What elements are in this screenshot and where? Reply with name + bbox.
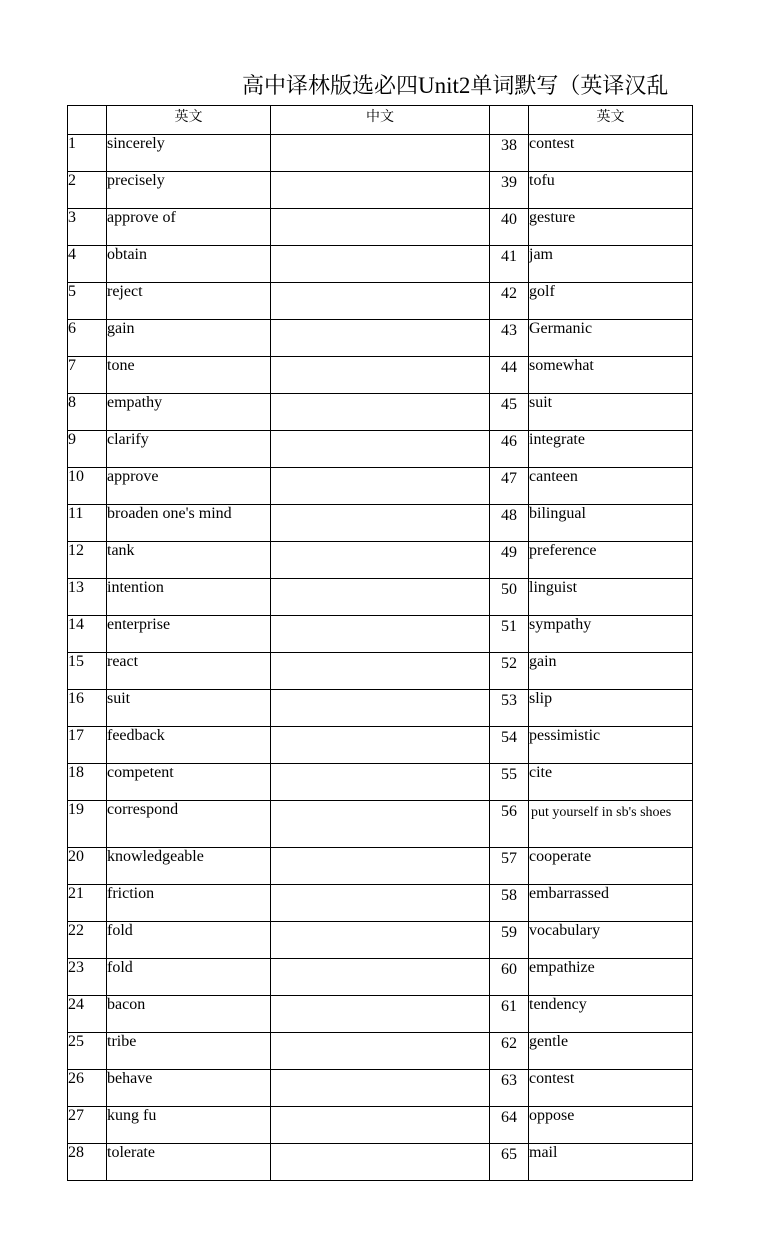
chinese-answer-cell[interactable] [271,1033,490,1070]
title-cjk-part-b: 单词默写（英译汉乱 [470,74,669,99]
english-word-right: put yourself in sb's shoes [529,801,693,848]
row-number-right: 56 [490,801,529,848]
row-number-right: 42 [490,283,529,320]
row-number-right: 64 [490,1107,529,1144]
row-number-right: 38 [490,135,529,172]
page-title [242,66,668,106]
row-number-left: 9 [68,431,107,468]
english-word-left: behave [107,1070,271,1107]
chinese-answer-cell[interactable] [271,209,490,246]
english-word-right: preference [529,542,693,579]
row-number-right: 45 [490,394,529,431]
row-number-left: 2 [68,172,107,209]
title-cjk-part-a: 高中译林版选必四 [242,74,419,99]
english-word-right: embarrassed [529,885,693,922]
english-word-right: Germanic [529,320,693,357]
english-word-left: broaden one's mind [107,505,271,542]
chinese-answer-cell[interactable] [271,727,490,764]
row-number-left: 23 [68,959,107,996]
row-number-right: 51 [490,616,529,653]
chinese-answer-cell[interactable] [271,959,490,996]
row-number-left: 19 [68,801,107,848]
title-unit: Unit2 [418,73,471,98]
table-row [68,727,693,764]
row-number-right: 58 [490,885,529,922]
english-word-left: clarify [107,431,271,468]
english-word-left: correspond [107,801,271,848]
row-number-left: 20 [68,848,107,885]
row-number-left: 6 [68,320,107,357]
chinese-answer-cell[interactable] [271,357,490,394]
english-word-right: tendency [529,996,693,1033]
chinese-answer-cell[interactable] [271,135,490,172]
english-word-right: contest [529,1070,693,1107]
english-word-right: empathize [529,959,693,996]
row-number-right: 47 [490,468,529,505]
row-number-left: 28 [68,1144,107,1181]
vocab-table [67,105,693,1181]
english-word-left: enterprise [107,616,271,653]
english-word-left: feedback [107,727,271,764]
table-row [68,1070,693,1107]
english-word-left: knowledgeable [107,848,271,885]
chinese-answer-cell[interactable] [271,690,490,727]
english-word-right: oppose [529,1107,693,1144]
chinese-answer-cell[interactable] [271,468,490,505]
table-row [68,542,693,579]
row-number-right: 43 [490,320,529,357]
table-row [68,653,693,690]
english-word-left: competent [107,764,271,801]
row-number-left: 7 [68,357,107,394]
row-number-right: 52 [490,653,529,690]
row-number-left: 16 [68,690,107,727]
chinese-answer-cell[interactable] [271,320,490,357]
chinese-answer-cell[interactable] [271,542,490,579]
chinese-answer-cell[interactable] [271,801,490,848]
row-number-right: 50 [490,579,529,616]
english-word-right: cite [529,764,693,801]
row-number-left: 26 [68,1070,107,1107]
english-word-right: gentle [529,1033,693,1070]
table-row [68,616,693,653]
row-number-right: 54 [490,727,529,764]
row-number-right: 57 [490,848,529,885]
chinese-answer-cell[interactable] [271,922,490,959]
english-word-left: fold [107,959,271,996]
row-number-right: 39 [490,172,529,209]
row-number-right: 61 [490,996,529,1033]
english-word-right: vocabulary [529,922,693,959]
header-num-right [490,106,529,135]
chinese-answer-cell[interactable] [271,394,490,431]
row-number-left: 25 [68,1033,107,1070]
row-number-left: 14 [68,616,107,653]
table-row [68,801,693,848]
row-number-left: 4 [68,246,107,283]
table-row [68,690,693,727]
english-word-left: tribe [107,1033,271,1070]
english-word-right: gain [529,653,693,690]
table-row [68,135,693,172]
english-word-right: tofu [529,172,693,209]
row-number-right: 40 [490,209,529,246]
table-row [68,246,693,283]
english-word-left: tolerate [107,1144,271,1181]
chinese-answer-cell[interactable] [271,1144,490,1181]
table-row [68,1033,693,1070]
row-number-right: 41 [490,246,529,283]
english-word-right: golf [529,283,693,320]
english-word-right: canteen [529,468,693,505]
table-row [68,394,693,431]
english-word-left: precisely [107,172,271,209]
english-word-right: mail [529,1144,693,1181]
english-word-right: pessimistic [529,727,693,764]
title-clip [68,66,693,106]
row-number-right: 44 [490,357,529,394]
english-word-right: bilingual [529,505,693,542]
english-word-right: somewhat [529,357,693,394]
english-word-left: fold [107,922,271,959]
table-row [68,209,693,246]
table-row [68,320,693,357]
header-num-left [68,106,107,135]
row-number-right: 62 [490,1033,529,1070]
english-word-right: cooperate [529,848,693,885]
chinese-answer-cell[interactable] [271,848,490,885]
english-word-right: jam [529,246,693,283]
row-number-left: 1 [68,135,107,172]
chinese-answer-cell[interactable] [271,1107,490,1144]
row-number-left: 24 [68,996,107,1033]
chinese-answer-cell[interactable] [271,172,490,209]
table-row [68,922,693,959]
table-row [68,283,693,320]
table-row [68,357,693,394]
english-word-right: slip [529,690,693,727]
english-word-right: linguist [529,579,693,616]
table-row [68,579,693,616]
english-word-right: gesture [529,209,693,246]
header-en-left: 英文 [107,106,271,135]
row-number-right: 53 [490,690,529,727]
row-number-left: 17 [68,727,107,764]
table-row [68,848,693,885]
english-word-left: suit [107,690,271,727]
row-number-left: 22 [68,922,107,959]
row-number-left: 15 [68,653,107,690]
english-word-left: tank [107,542,271,579]
table-row [68,959,693,996]
chinese-answer-cell[interactable] [271,431,490,468]
table-row [68,172,693,209]
table-row [68,996,693,1033]
english-word-right: suit [529,394,693,431]
english-word-right: contest [529,135,693,172]
english-word-right: sympathy [529,616,693,653]
row-number-left: 12 [68,542,107,579]
english-word-left: friction [107,885,271,922]
row-number-left: 8 [68,394,107,431]
row-number-left: 5 [68,283,107,320]
header-en-right: 英文 [529,106,693,135]
english-word-left: obtain [107,246,271,283]
english-word-left: kung fu [107,1107,271,1144]
row-number-left: 10 [68,468,107,505]
chinese-answer-cell[interactable] [271,579,490,616]
row-number-left: 13 [68,579,107,616]
row-number-left: 11 [68,505,107,542]
row-number-right: 49 [490,542,529,579]
row-number-left: 3 [68,209,107,246]
table-row [68,431,693,468]
chinese-answer-cell[interactable] [271,246,490,283]
header-cn-left: 中文 [271,106,490,135]
row-number-left: 21 [68,885,107,922]
english-word-left: intention [107,579,271,616]
chinese-answer-cell[interactable] [271,885,490,922]
english-word-right: integrate [529,431,693,468]
header-row [68,106,693,135]
table-row [68,505,693,542]
row-number-right: 46 [490,431,529,468]
english-word-left: reject [107,283,271,320]
row-number-right: 59 [490,922,529,959]
row-number-left: 27 [68,1107,107,1144]
chinese-answer-cell[interactable] [271,764,490,801]
table-row [68,764,693,801]
chinese-answer-cell[interactable] [271,1070,490,1107]
row-number-right: 55 [490,764,529,801]
english-word-left: sincerely [107,135,271,172]
chinese-answer-cell[interactable] [271,653,490,690]
row-number-left: 18 [68,764,107,801]
row-number-right: 65 [490,1144,529,1181]
table-row [68,1107,693,1144]
row-number-right: 60 [490,959,529,996]
english-word-left: tone [107,357,271,394]
row-number-right: 48 [490,505,529,542]
chinese-answer-cell[interactable] [271,616,490,653]
english-word-left: approve of [107,209,271,246]
english-word-left: bacon [107,996,271,1033]
row-number-right: 63 [490,1070,529,1107]
chinese-answer-cell[interactable] [271,505,490,542]
table-row [68,885,693,922]
english-word-left: empathy [107,394,271,431]
table-row [68,1144,693,1181]
chinese-answer-cell[interactable] [271,283,490,320]
chinese-answer-cell[interactable] [271,996,490,1033]
english-word-left: gain [107,320,271,357]
table-row [68,468,693,505]
english-word-left: approve [107,468,271,505]
english-word-left: react [107,653,271,690]
